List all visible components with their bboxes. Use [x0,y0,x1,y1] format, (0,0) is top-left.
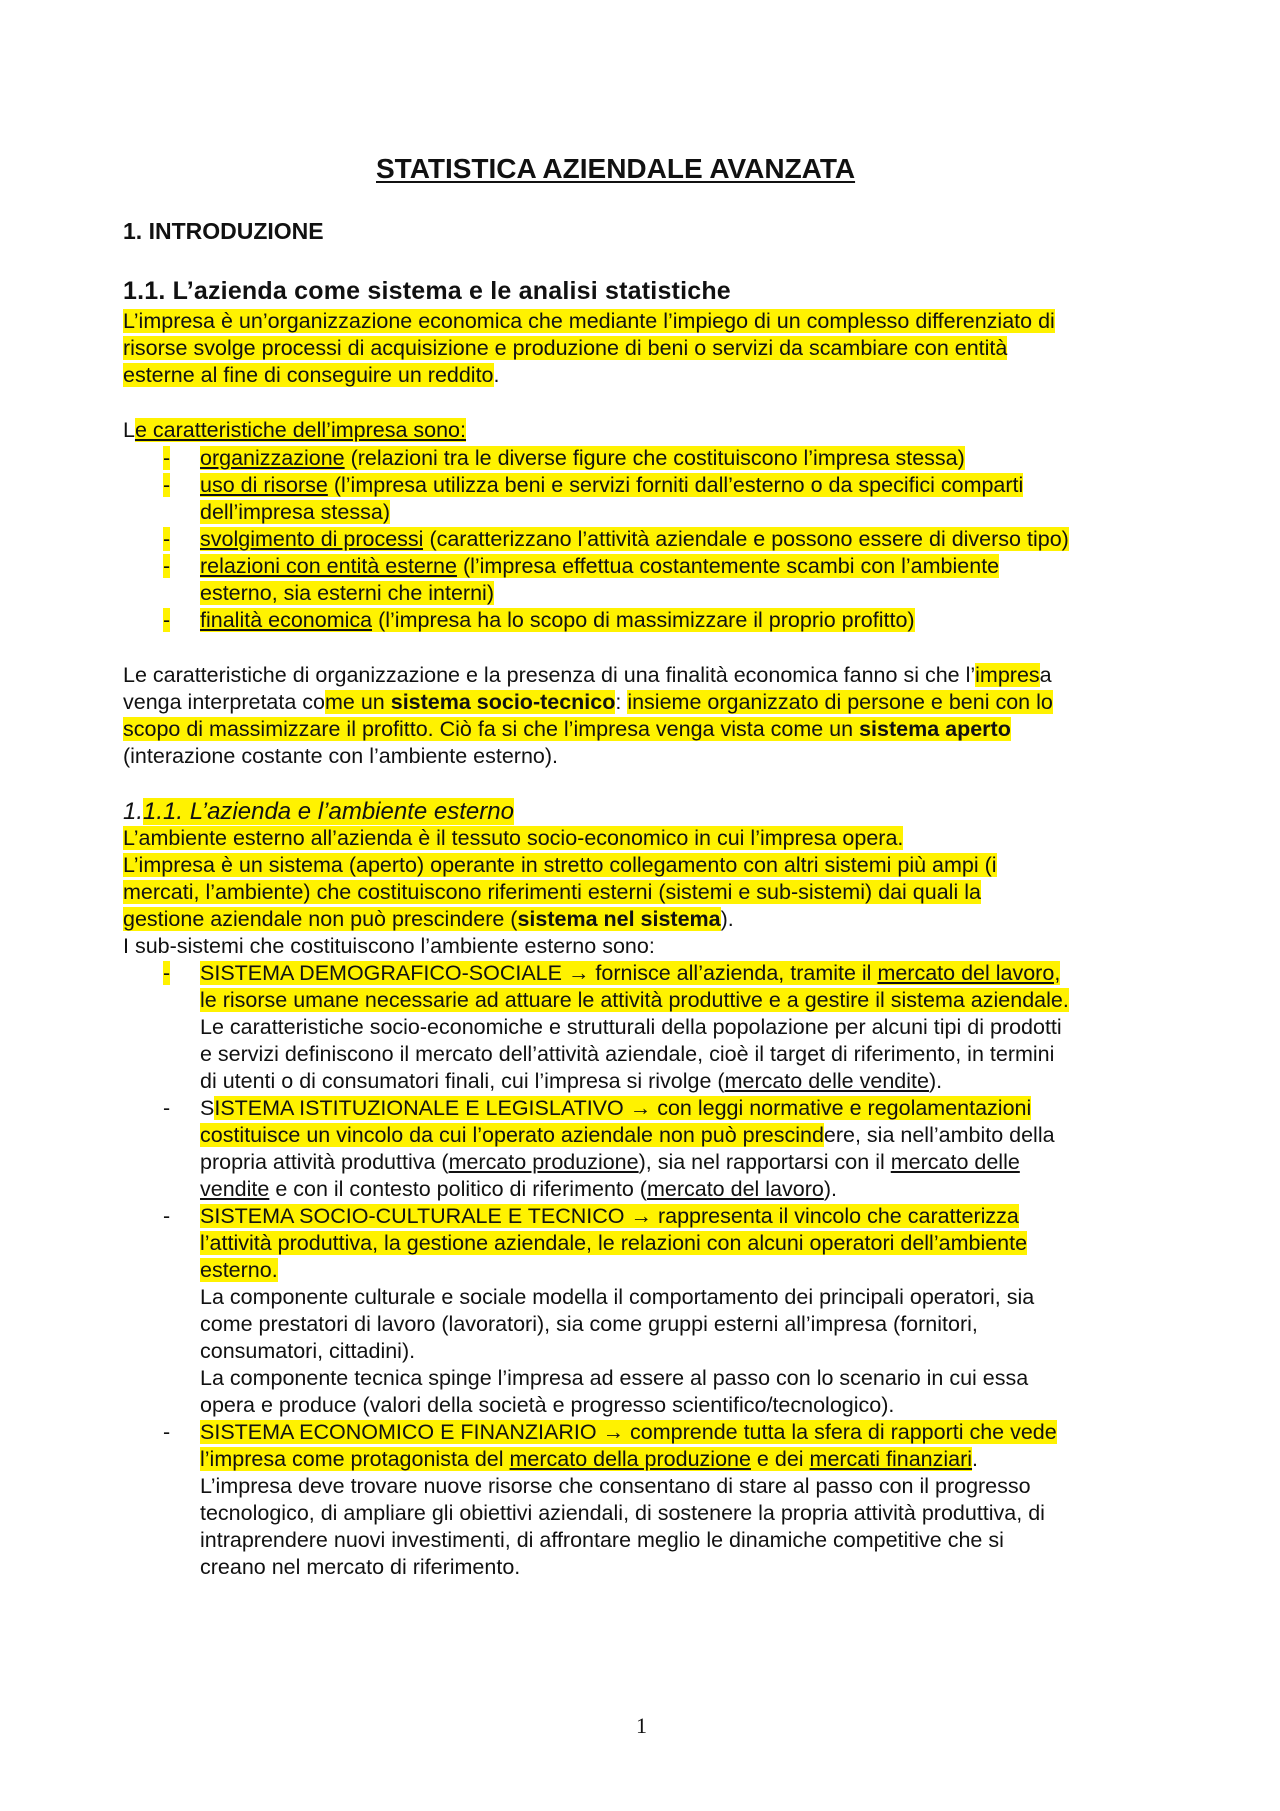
paragraph-line: Le caratteristiche di organizzazione e la presenza di una finalità economica fanno si che l’impresa [123,663,1052,687]
list-dash: - [163,473,171,497]
arrow-icon: → [629,1096,652,1120]
list-item-continuation: l’impresa come protagonista del mercato della produzione e dei mercati finanziari. [200,1447,979,1471]
list-item-continuation: intraprendere nuovi investimenti, di affrontare meglio le dinamiche competitive che si [200,1528,1004,1552]
list-dash: - [163,1204,171,1228]
list-item-continuation: propria attività produttiva (mercato produzione), sia nel rapportarsi con il mercato delle [200,1150,1020,1174]
list-item-continuation: La componente tecnica spinge l’impresa ad essere al passo con lo scenario in cui essa [200,1366,1029,1390]
list-item: SISTEMA ISTITUZIONALE E LEGISLATIVO → con leggi normative e regolamentazioni [200,1096,1032,1120]
list-item-continuation: L’impresa deve trovare nuove risorse che consentano di stare al passo con il progresso [200,1474,1031,1498]
list-item-continuation: creano nel mercato di riferimento. [200,1555,521,1579]
list-item: SISTEMA ECONOMICO E FINANZIARIO → comprende tutta la sfera di rapporti che vede [200,1420,1057,1444]
arrow-icon: → [567,961,590,985]
list-item-continuation: costituisce un vincolo da cui l’operato aziendale non può prescindere, sia nell’ambito della [200,1123,1055,1147]
page-number: 1 [636,1713,647,1738]
page-title: STATISTICA AZIENDALE AVANZATA [376,153,856,184]
list-item: SISTEMA DEMOGRAFICO-SOCIALE → fornisce all’azienda, tramite il mercato del lavoro, [200,961,1061,985]
list-item: svolgimento di processi (caratterizzano l’attività aziendale e possono essere di diverso tipo) [200,527,1069,551]
list-item: uso di risorse (l’impresa utilizza beni e servizi forniti dall’esterno o da specifici comparti [200,473,1024,497]
list-dash: - [163,527,171,551]
list-item-continuation: esterno, sia esterni che interni) [200,581,494,605]
paragraph-line: L’impresa è un’organizzazione economica che mediante l’impiego di un complesso differenziato di [123,309,1055,333]
list-dash: - [163,608,171,632]
list-item-continuation: come prestatori di lavoro (lavoratori), sia come gruppi esterni all’impresa (fornitori, [200,1312,978,1336]
list-dash: - [163,446,171,470]
paragraph-line: mercati, l’ambiente) che costituiscono riferimenti esterni (sistemi e sub-sistemi) dai quali la [123,880,981,904]
paragraph-line: L’ambiente esterno all’azienda è il tessuto socio-economico in cui l’impresa opera. [123,826,904,850]
list-item-continuation: di utenti o di consumatori finali, cui l’impresa si rivolge (mercato delle vendite). [200,1069,943,1093]
list-item-continuation: esterno. [200,1258,278,1282]
list-item: relazioni con entità esterne (l’impresa effettua costantemente scambi con l’ambiente [200,554,1000,578]
list-dash: - [163,1420,171,1444]
list-item-continuation: e servizi definiscono il mercato dell’attività aziendale, cioè il target di riferimento, in termini [200,1042,1055,1066]
list-item-continuation: l’attività produttiva, la gestione aziendale, le relazioni con alcuni operatori dell’ambiente [200,1231,1028,1255]
subsubsection-heading-ambiente-esterno: 1.1.1. L’azienda e l’ambiente esterno [123,798,514,825]
list-item-continuation: le risorse umane necessarie ad attuare le attività produttive e a gestire il sistema aziendale. [200,988,1069,1012]
list-dash: - [163,554,171,578]
list-item-continuation: dell’impresa stessa) [200,500,390,524]
list-item-continuation: Le caratteristiche socio-economiche e strutturali della popolazione per alcuni tipi di prodotti [200,1015,1062,1039]
list-item-continuation: opera e produce (valori della società e progresso scientifico/tecnologico). [200,1393,895,1417]
list-item-continuation: consumatori, cittadini). [200,1339,416,1363]
paragraph-line: I sub-sistemi che costituiscono l’ambiente esterno sono: [123,934,655,958]
list-item-continuation: tecnologico, di ampliare gli obiettivi aziendali, di sostenere la propria attività produttiva, di [200,1501,1045,1525]
list-dash: - [163,1096,171,1120]
paragraph-line: L’impresa è un sistema (aperto) operante in stretto collegamento con altri sistemi più ampi (i [123,853,997,877]
arrow-icon: → [630,1204,652,1228]
section-heading-introduzione: 1. INTRODUZIONE [123,218,324,244]
paragraph-line: esterne al fine di conseguire un reddito. [123,363,500,387]
list-item: finalità economica (l’impresa ha lo scopo di massimizzare il proprio profitto) [200,608,915,632]
arrow-icon: → [602,1420,625,1444]
paragraph-line: risorse svolge processi di acquisizione e produzione di beni o servizi da scambiare con entità [123,336,1008,360]
subsection-heading-azienda-sistema: 1.1. L’azienda come sistema e le analisi statistiche [123,277,731,305]
list-dash: - [163,961,171,985]
paragraph-line: (interazione costante con l’ambiente esterno). [123,744,559,768]
list-item: organizzazione (relazioni tra le diverse figure che costituiscono l’impresa stessa) [200,446,965,470]
list-item: SISTEMA SOCIO-CULTURALE E TECNICO → rappresenta il vincolo che caratterizza [200,1204,1019,1228]
list-item-continuation: La componente culturale e sociale modella il comportamento dei principali operatori, sia [200,1285,1035,1309]
paragraph-line: gestione aziendale non può prescindere (sistema nel sistema). [123,907,734,931]
list-item-continuation: vendite e con il contesto politico di riferimento (mercato del lavoro). [200,1177,837,1201]
list-intro: Le caratteristiche dell’impresa sono: [123,418,466,442]
paragraph-line: scopo di massimizzare il profitto. Ciò fa si che l’impresa venga vista come un sistema aperto [123,717,1011,741]
paragraph-line: venga interpretata come un sistema socio-tecnico: insieme organizzato di persone e beni con lo [123,690,1053,714]
